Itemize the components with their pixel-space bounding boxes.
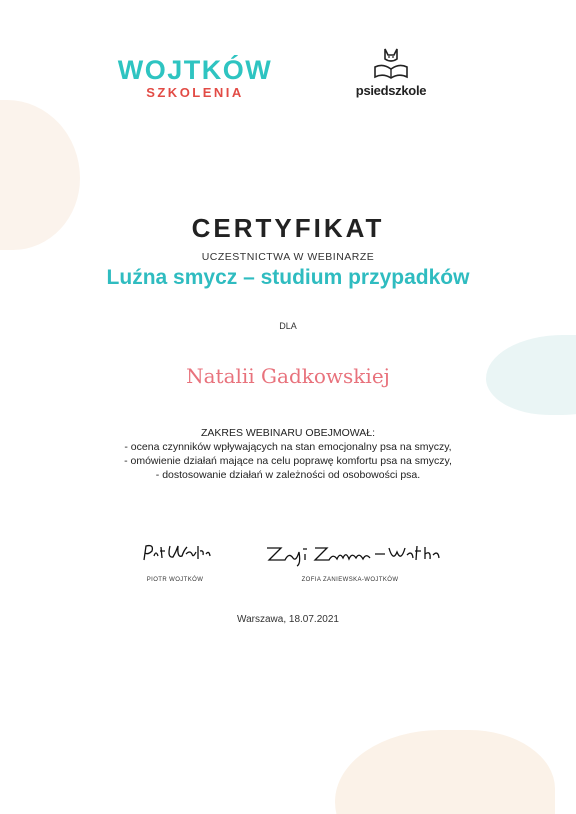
handwritten-signature-1 xyxy=(120,538,230,568)
logo-line-1: WOJTKÓW xyxy=(117,55,273,85)
signature-name-1: PIOTR WOJTKÓW xyxy=(146,577,204,583)
certificate-subtitle: UCZESTNICTWA W WEBINARZE xyxy=(201,251,375,263)
scope-item: - omówienie działań mające na celu poprawę komfortu psa na smyczy, xyxy=(124,455,452,467)
webinar-scope xyxy=(0,426,576,482)
signature-name-2: ZOFIA ZANIEWSKA-WOJTKÓW xyxy=(301,577,399,583)
dog-book-icon xyxy=(371,47,411,81)
psiedszkole-logo xyxy=(346,47,436,98)
certificate-title: CERTYFIKAT xyxy=(191,213,385,243)
scope-item: - ocena czynników wpływających na stan emocjonalny psa na smyczy, xyxy=(124,441,452,453)
scope-heading: ZAKRES WEBINARU OBEJMOWAŁ: xyxy=(200,427,376,439)
decorative-blob-bottom xyxy=(335,730,555,814)
wojtkow-szkolenia-logo xyxy=(100,55,290,101)
psiedszkole-logo-text: psiedszkole xyxy=(355,83,427,98)
scope-item: - dostosowanie działań w zależności od osobowości psa. xyxy=(155,469,421,481)
webinar-title: Luźna smycz – studium przypadków xyxy=(106,266,470,289)
handwritten-signature-2 xyxy=(255,538,445,568)
signature-block-1 xyxy=(120,538,230,583)
recipient-name: Natalii Gadkowskiej xyxy=(186,364,390,388)
logo-line-2: SZKOLENIA xyxy=(146,85,244,100)
place-and-date: Warszawa, 18.07.2021 xyxy=(237,614,339,625)
signature-block-2 xyxy=(255,538,445,583)
for-label: DLA xyxy=(279,321,297,331)
